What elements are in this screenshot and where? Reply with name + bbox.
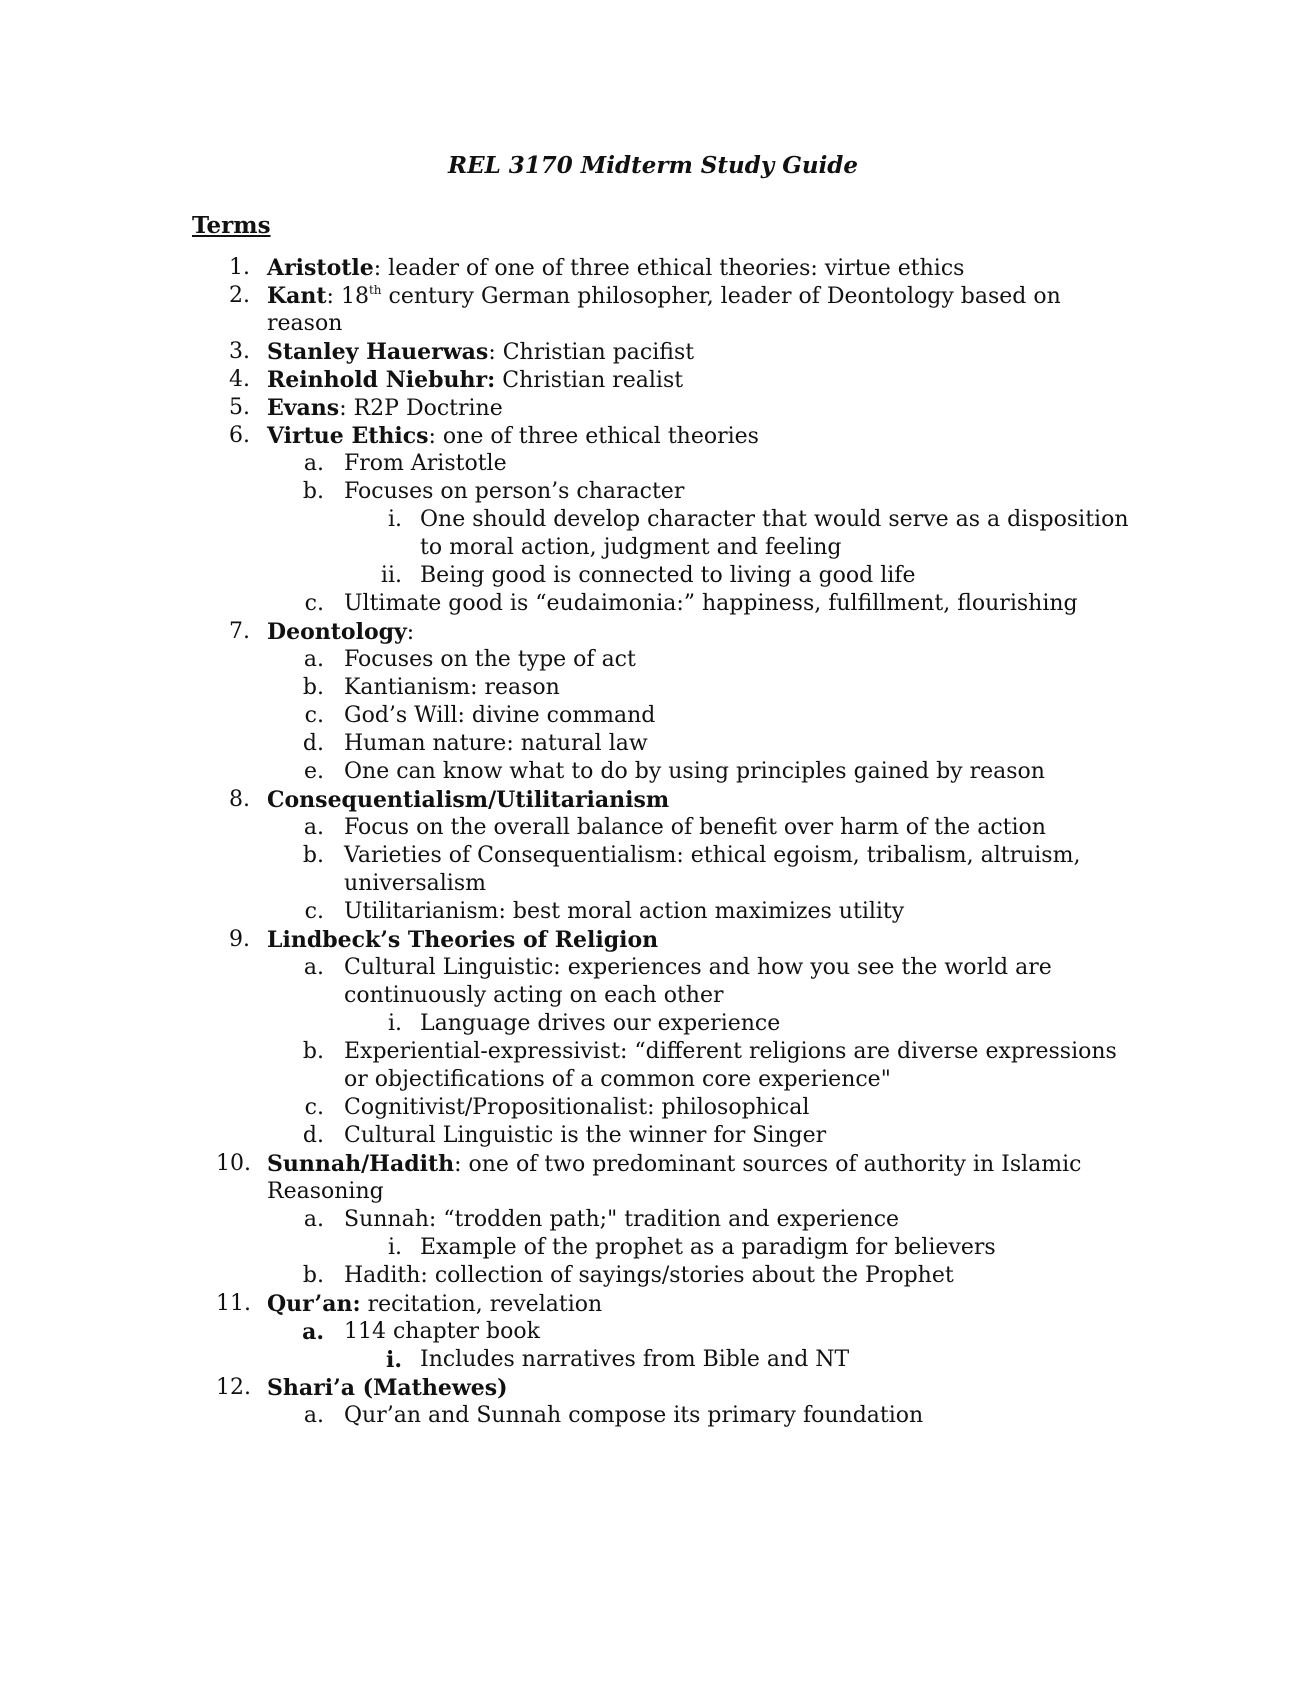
sub-sub-item-text-cont: to moral action, judgment and feeling <box>420 535 842 560</box>
sub-sub-item-text: Being good is connected to living a good life <box>420 563 916 588</box>
sub-item-letter: a. <box>303 451 324 476</box>
item-number: 5. <box>229 395 250 420</box>
sub-item-letter: a. <box>302 1319 324 1345</box>
sub-item-text: Focuses on the type of act <box>344 647 636 672</box>
sub-item-text: Human nature: natural law <box>344 731 648 756</box>
sub-item-text: Qur’an and Sunnah compose its primary foundation <box>344 1403 924 1428</box>
sub-sub-item-numeral: ii. <box>380 563 402 588</box>
sub-item-letter: b. <box>302 479 324 504</box>
sub-item-letter: b. <box>302 1263 324 1288</box>
sub-sub-item-text: Language drives our experience <box>420 1011 781 1036</box>
term-name: Evans <box>267 395 340 421</box>
sub-item-text: Kantianism: reason <box>344 675 560 700</box>
term-definition: Christian realist <box>495 368 684 393</box>
sub-item-text: Experiential-expressivist: “different religions are diverse expressions <box>344 1039 1117 1064</box>
sub-item-text: 114 chapter book <box>344 1319 540 1344</box>
sub-item-letter: a. <box>303 1403 324 1428</box>
sub-item-text: Utilitarianism: best moral action maximizes utility <box>344 899 905 924</box>
sub-item-letter: c. <box>304 591 324 616</box>
item-number: 7. <box>229 619 250 644</box>
term-name: Deontology <box>267 619 407 645</box>
item-number: 4. <box>229 367 250 392</box>
sub-item-text: Cultural Linguistic is the winner for Singer <box>344 1123 827 1148</box>
term-definition-cont: century German philosopher, leader of Deontology based on <box>381 284 1061 309</box>
term-definition: : <box>406 620 415 645</box>
sub-sub-item-text: One should develop character that would serve as a disposition <box>420 507 1129 532</box>
sub-item-letter: c. <box>304 899 324 924</box>
sub-item-text-cont: or objectifications of a common core experience" <box>344 1067 891 1092</box>
term-definition-cont: Reasoning <box>267 1179 384 1204</box>
item-number: 2. <box>229 283 250 308</box>
item-number: 11. <box>216 1291 251 1316</box>
term-name: Qur’an: <box>267 1291 361 1317</box>
sub-item-letter: b. <box>302 675 324 700</box>
sub-sub-item-text: Includes narratives from Bible and NT <box>420 1347 850 1372</box>
sub-item-letter: d. <box>302 731 324 756</box>
term-name: Reinhold Niebuhr: <box>267 367 496 393</box>
sub-item-letter: e. <box>303 759 324 784</box>
sub-item-letter: a. <box>303 815 324 840</box>
sub-item-letter: a. <box>303 647 324 672</box>
sub-item-text: God’s Will: divine command <box>344 703 656 728</box>
item-number: 9. <box>229 927 250 952</box>
term-name: Shari’a (Mathewes) <box>267 1375 508 1401</box>
term-name: Stanley Hauerwas <box>267 339 489 365</box>
sub-item-text: Ultimate good is “eudaimonia:” happiness, fulfillment, flourishing <box>344 591 1078 616</box>
term-name: Consequentialism/Utilitarianism <box>267 787 670 813</box>
sub-sub-item-text: Example of the prophet as a paradigm for believers <box>420 1235 996 1260</box>
sub-sub-item-numeral: i. <box>387 1011 402 1036</box>
term-name: Aristotle <box>267 255 374 281</box>
sub-item-text: Sunnah: “trodden path;" tradition and experience <box>344 1207 900 1232</box>
sub-item-letter: c. <box>304 1095 324 1120</box>
sub-item-text: One can know what to do by using principles gained by reason <box>344 759 1045 784</box>
sub-item-text-cont: universalism <box>344 871 486 896</box>
item-number: 3. <box>229 339 250 364</box>
document-title: REL 3170 Midterm Study Guide <box>447 152 859 179</box>
sub-item-text: Varieties of Consequentialism: ethical egoism, tribalism, altruism, <box>344 843 1081 868</box>
sub-item-text: Cognitivist/Propositionalist: philosophical <box>344 1095 810 1120</box>
term-name: Kant <box>267 283 327 309</box>
sub-item-text: Hadith: collection of sayings/stories about the Prophet <box>344 1263 954 1288</box>
sub-item-letter: b. <box>302 1039 324 1064</box>
sub-item-letter: a. <box>303 955 324 980</box>
term-definition: : leader of one of three ethical theories: virtue ethics <box>373 256 965 281</box>
item-number: 12. <box>216 1375 251 1400</box>
superscript: th <box>368 283 382 297</box>
term-definition: : Christian pacifist <box>488 340 695 365</box>
term-definition: recitation, revelation <box>360 1292 603 1317</box>
term-definition: : one of three ethical theories <box>428 424 759 449</box>
sub-item-letter: d. <box>302 1123 324 1148</box>
term-name: Lindbeck’s Theories of Religion <box>267 927 659 953</box>
sub-item-text: From Aristotle <box>344 451 507 476</box>
term-definition: : 18 <box>326 284 369 309</box>
term-name: Virtue Ethics <box>267 423 429 449</box>
item-number: 10. <box>216 1151 251 1176</box>
sub-item-text: Focuses on person’s character <box>344 479 685 504</box>
section-heading-terms: Terms <box>192 212 271 239</box>
sub-item-text-cont: continuously acting on each other <box>344 983 724 1008</box>
sub-item-text: Cultural Linguistic: experiences and how you see the world are <box>344 955 1052 980</box>
sub-item-letter: a. <box>303 1207 324 1232</box>
item-number: 8. <box>229 787 250 812</box>
term-definition: : R2P Doctrine <box>339 396 503 421</box>
sub-item-letter: b. <box>302 843 324 868</box>
sub-sub-item-numeral: i. <box>385 1347 402 1373</box>
sub-sub-item-numeral: i. <box>387 1235 402 1260</box>
item-number: 1. <box>229 255 250 280</box>
term-definition-cont: reason <box>267 311 343 336</box>
item-number: 6. <box>229 423 250 448</box>
term-definition: : one of two predominant sources of authority in Islamic <box>454 1152 1082 1177</box>
sub-sub-item-numeral: i. <box>387 507 402 532</box>
sub-item-letter: c. <box>304 703 324 728</box>
sub-item-text: Focus on the overall balance of benefit over harm of the action <box>344 815 1046 840</box>
term-name: Sunnah/Hadith <box>267 1151 455 1177</box>
